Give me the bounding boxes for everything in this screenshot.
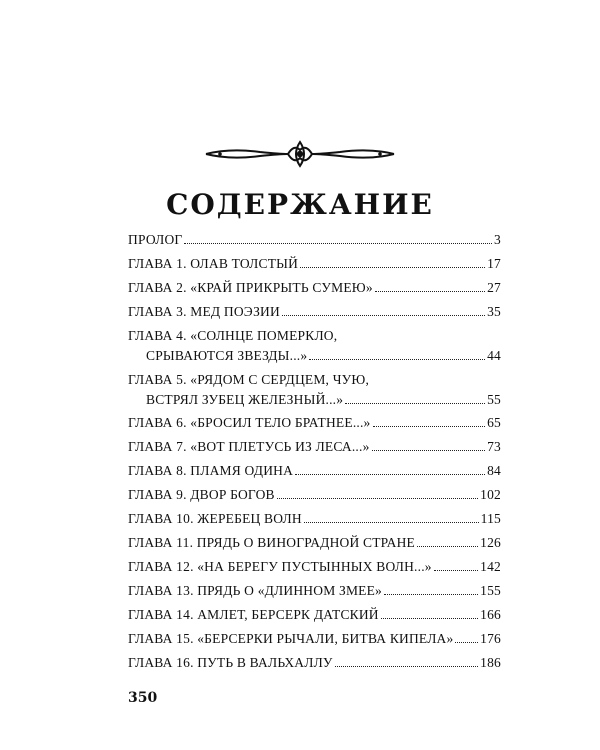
- toc-entry: [128, 372, 501, 412]
- toc-entry: [128, 328, 501, 368]
- toc-leader-dots: [345, 403, 485, 404]
- toc-leader-dots: [384, 594, 478, 595]
- toc-entry-title: ГЛАВА 10. ЖЕРЕБЕЦ ВОЛН: [128, 511, 302, 526]
- toc-entry: [128, 631, 501, 651]
- toc-leader-dots: [381, 618, 478, 619]
- toc-entry: [128, 256, 501, 276]
- toc-entry-title: ГЛАВА 11. ПРЯДЬ О ВИНОГРАДНОЙ СТРАНЕ: [128, 535, 415, 550]
- toc-entry-title: ГЛАВА 5. «РЯДОМ С СЕРДЦЕМ, ЧУЮ,: [128, 372, 370, 387]
- toc-entry-title: ГЛАВА 14. АМЛЕТ, БЕРСЕРК ДАТСКИЙ: [128, 607, 379, 622]
- toc-entry-page: 17: [487, 256, 501, 271]
- toc-entry-page: 44: [487, 348, 501, 363]
- toc-leader-dots: [434, 570, 478, 571]
- toc-entry-title: ГЛАВА 3. МЕД ПОЭЗИИ: [128, 304, 280, 319]
- toc-leader-dots: [295, 474, 485, 475]
- toc-entry: [128, 280, 501, 300]
- toc-entry: [128, 439, 501, 459]
- toc-entry-page: 115: [480, 511, 501, 526]
- toc-entry-title: ВСТРЯЛ ЗУБЕЦ ЖЕЛЕЗНЫЙ...»: [146, 392, 344, 407]
- toc-entry: [128, 655, 501, 675]
- toc-entry-title: ГЛАВА 8. ПЛАМЯ ОДИНА: [128, 463, 294, 478]
- toc-leader-dots: [277, 498, 478, 499]
- toc-entry: [128, 511, 501, 531]
- toc-entry: [128, 232, 501, 252]
- toc-entry-page: 84: [487, 463, 501, 478]
- toc-entry-title: ГЛАВА 1. ОЛАВ ТОЛСТЫЙ: [128, 256, 299, 271]
- toc-entry-page: 166: [480, 607, 501, 622]
- toc-entry-page: 65: [487, 415, 501, 430]
- toc-entry-title: ПРОЛОГ: [128, 232, 183, 247]
- toc-entry: [128, 607, 501, 627]
- toc-leader-dots: [375, 291, 485, 292]
- toc-entry-title: ГЛАВА 4. «СОЛНЦЕ ПОМЕРКЛО,: [128, 328, 338, 343]
- toc-entry-title: СРЫВАЮТСЯ ЗВЕЗДЫ...»: [146, 348, 308, 363]
- toc-entry-title: ГЛАВА 12. «НА БЕРЕГУ ПУСТЫННЫХ ВОЛН...»: [128, 559, 432, 574]
- toc-entry: [128, 487, 501, 507]
- toc-entry-title: ГЛАВА 2. «КРАЙ ПРИКРЫТЬ СУМЕЮ»: [128, 280, 373, 295]
- page-number: 350: [128, 690, 158, 706]
- toc-entry: [128, 304, 501, 324]
- toc-entry-page: 55: [487, 392, 501, 407]
- toc-entry-title: ГЛАВА 7. «ВОТ ПЛЕТУСЬ ИЗ ЛЕСА...»: [128, 439, 370, 454]
- toc-leader-dots: [282, 315, 485, 316]
- toc-entry-page: 3: [494, 232, 501, 247]
- toc-entry: [128, 559, 501, 579]
- toc-leader-dots: [184, 243, 492, 244]
- toc-entry-page: 27: [487, 280, 501, 295]
- toc-entry: [128, 535, 501, 555]
- toc-entry-title: ГЛАВА 15. «БЕРСЕРКИ РЫЧАЛИ, БИТВА КИПЕЛА»: [128, 631, 454, 646]
- toc-entry-page: 186: [480, 655, 501, 670]
- toc-entry-page: 73: [487, 439, 501, 454]
- toc-leader-dots: [309, 359, 485, 360]
- toc-entry-page: 102: [480, 487, 501, 502]
- toc-entry-page: 176: [480, 631, 501, 646]
- toc-entry: [128, 415, 501, 435]
- toc-leader-dots: [372, 450, 486, 451]
- toc-leader-dots: [304, 522, 479, 523]
- toc-entry-page: 142: [480, 559, 501, 574]
- toc-entry-title: ГЛАВА 16. ПУТЬ В ВАЛЬХАЛЛУ: [128, 655, 333, 670]
- page-title: СОДЕРЖАНИЕ: [166, 188, 434, 221]
- toc-entry: [128, 583, 501, 603]
- toc-entry-page: 126: [480, 535, 501, 550]
- toc-entry-title: ГЛАВА 13. ПРЯДЬ О «ДЛИННОМ ЗМЕЕ»: [128, 583, 382, 598]
- toc-leader-dots: [417, 546, 478, 547]
- toc-leader-dots: [455, 642, 478, 643]
- toc-entry-title: ГЛАВА 6. «БРОСИЛ ТЕЛО БРАТНЕЕ...»: [128, 415, 371, 430]
- toc-leader-dots: [373, 426, 486, 427]
- ornament-divider-icon: [200, 139, 400, 169]
- toc-entry-page: 35: [487, 304, 501, 319]
- toc-leader-dots: [335, 666, 478, 667]
- toc-entry-page: 155: [480, 583, 501, 598]
- toc-entry-title: ГЛАВА 9. ДВОР БОГОВ: [128, 487, 275, 502]
- toc-leader-dots: [300, 267, 485, 268]
- toc-entry: [128, 463, 501, 483]
